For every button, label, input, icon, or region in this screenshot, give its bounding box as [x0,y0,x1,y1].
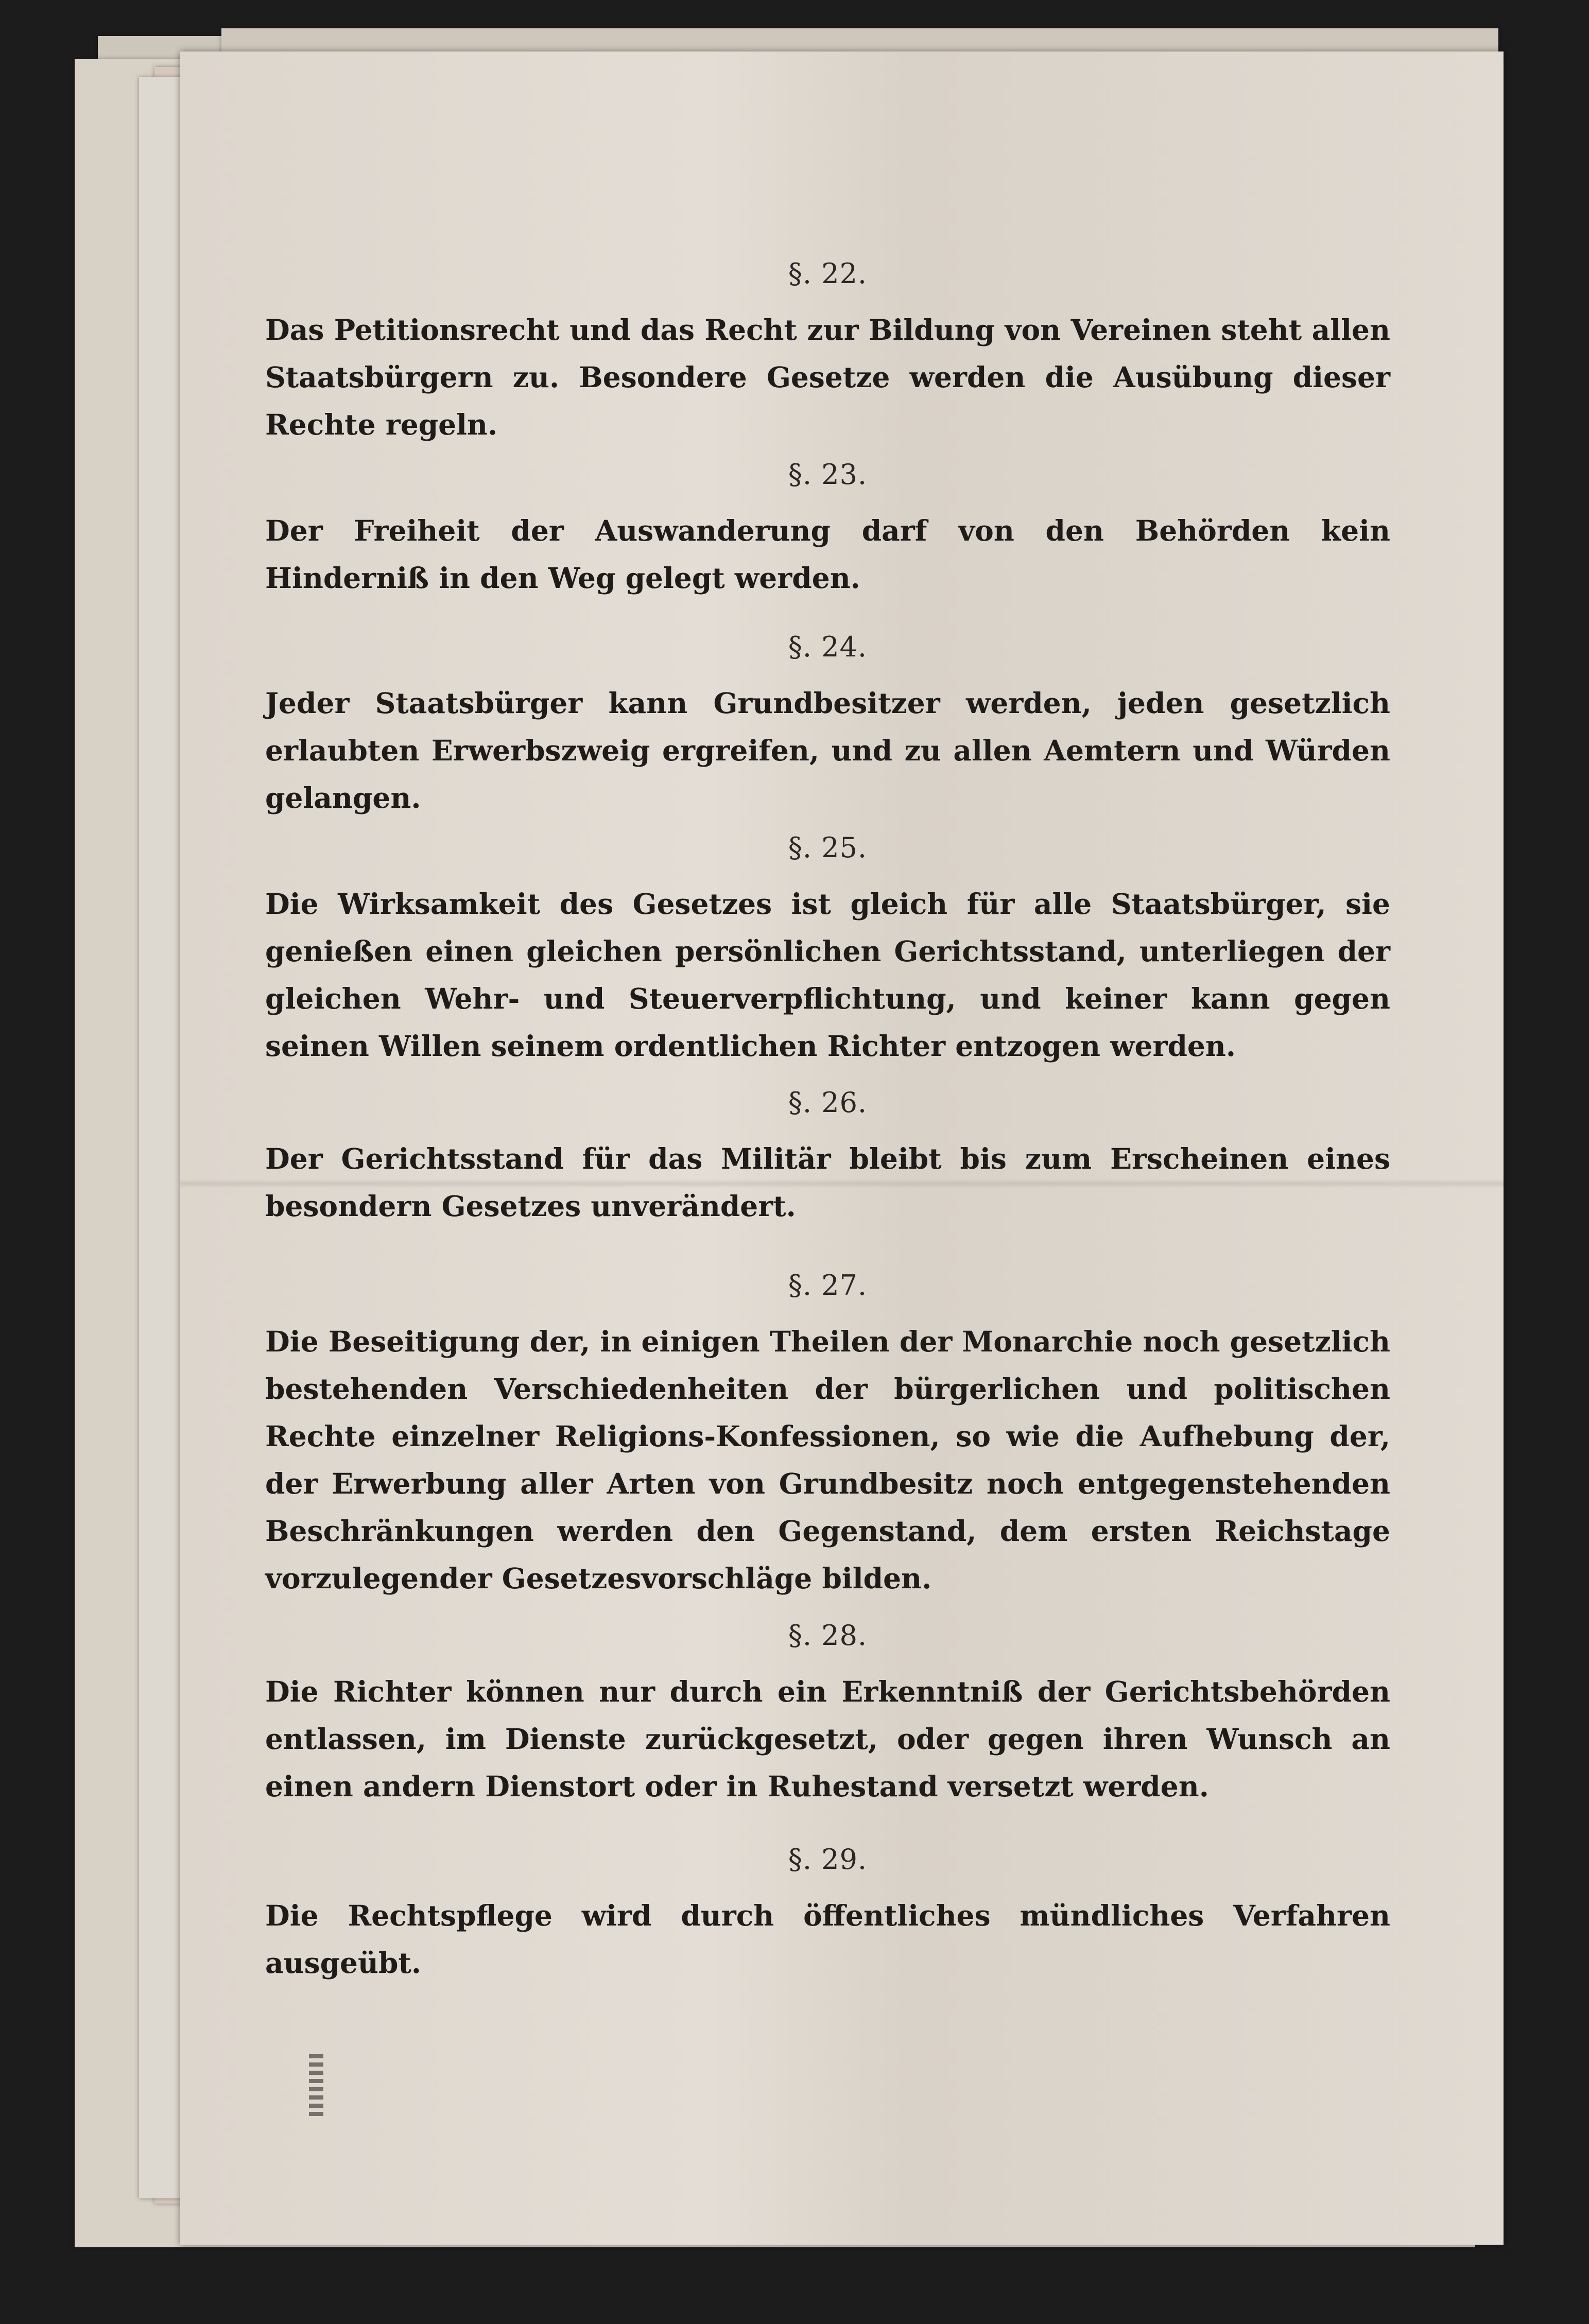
ink-mark [309,2054,323,2116]
section-text: Der Freiheit der Auswanderung darf von den Behörden kein Hinderniß in den Weg gelegt werden. [265,514,1390,595]
section-heading: §. 26. [788,1086,868,1119]
section-heading: §. 28. [788,1619,868,1652]
section-text: Die Beseitigung der, in einigen Theilen der Monarchie noch gesetzlich bestehenden Verschiedenheiten der bürgerlichen und politischen Rechte einzelner Religions-Konfessionen, so wie die Aufhebung der, der Erwerbung aller Arten von Grundbesitz noch entgegenstehenden Beschränkungen werden den Gegenstand, dem ersten Reichstage vorzulegender Gesetzesvorschläge bilden. [265,1325,1390,1595]
section-29 [265,1843,1390,1987]
section-28 [265,1619,1390,1810]
section-heading: §. 22. [788,257,868,290]
section-text: Jeder Staatsbürger kann Grundbesitzer werden, jeden gesetzlich erlaubten Erwerbszweig ergreifen, und zu allen Aemtern und Würden gelangen. [265,686,1390,814]
section-22 [265,257,1390,448]
section-25 [265,831,1390,1070]
section-27 [265,1269,1390,1602]
section-heading: §. 23. [788,458,868,491]
section-text: Die Rechtspflege wird durch öffentliches mündliches Verfahren ausgeübt. [265,1899,1390,1980]
section-text: Die Wirksamkeit des Gesetzes ist gleich für alle Staatsbürger, sie genießen einen gleichen persönlichen Gerichtsstand, unterliegen der gleichen Wehr- und Steuerverpflichtung, und keiner kann gegen seinen Willen seinem ordentlichen Richter entzogen werden. [265,887,1390,1063]
section-text: Die Richter können nur durch ein Erkenntniß der Gerichtsbehörden entlassen, im Dienste zurückgesetzt, oder gegen ihren Wunsch an einen andern Dienstort oder in Ruhestand versetzt werden. [265,1675,1390,1803]
section-text: Das Petitionsrecht und das Recht zur Bildung von Vereinen steht allen Staatsbürgern zu. Besondere Gesetze werden die Ausübung dieser Rechte regeln. [265,313,1390,441]
section-23 [265,458,1390,602]
section-heading: §. 25. [788,831,868,864]
section-heading: §. 24. [788,631,868,663]
section-heading: §. 29. [788,1843,868,1876]
section-heading: §. 27. [788,1269,868,1302]
section-text: Der Gerichtsstand für das Militär bleibt bis zum Erscheinen eines besondern Gesetzes unverändert. [265,1142,1390,1223]
section-24 [265,631,1390,822]
section-26 [265,1086,1390,1230]
